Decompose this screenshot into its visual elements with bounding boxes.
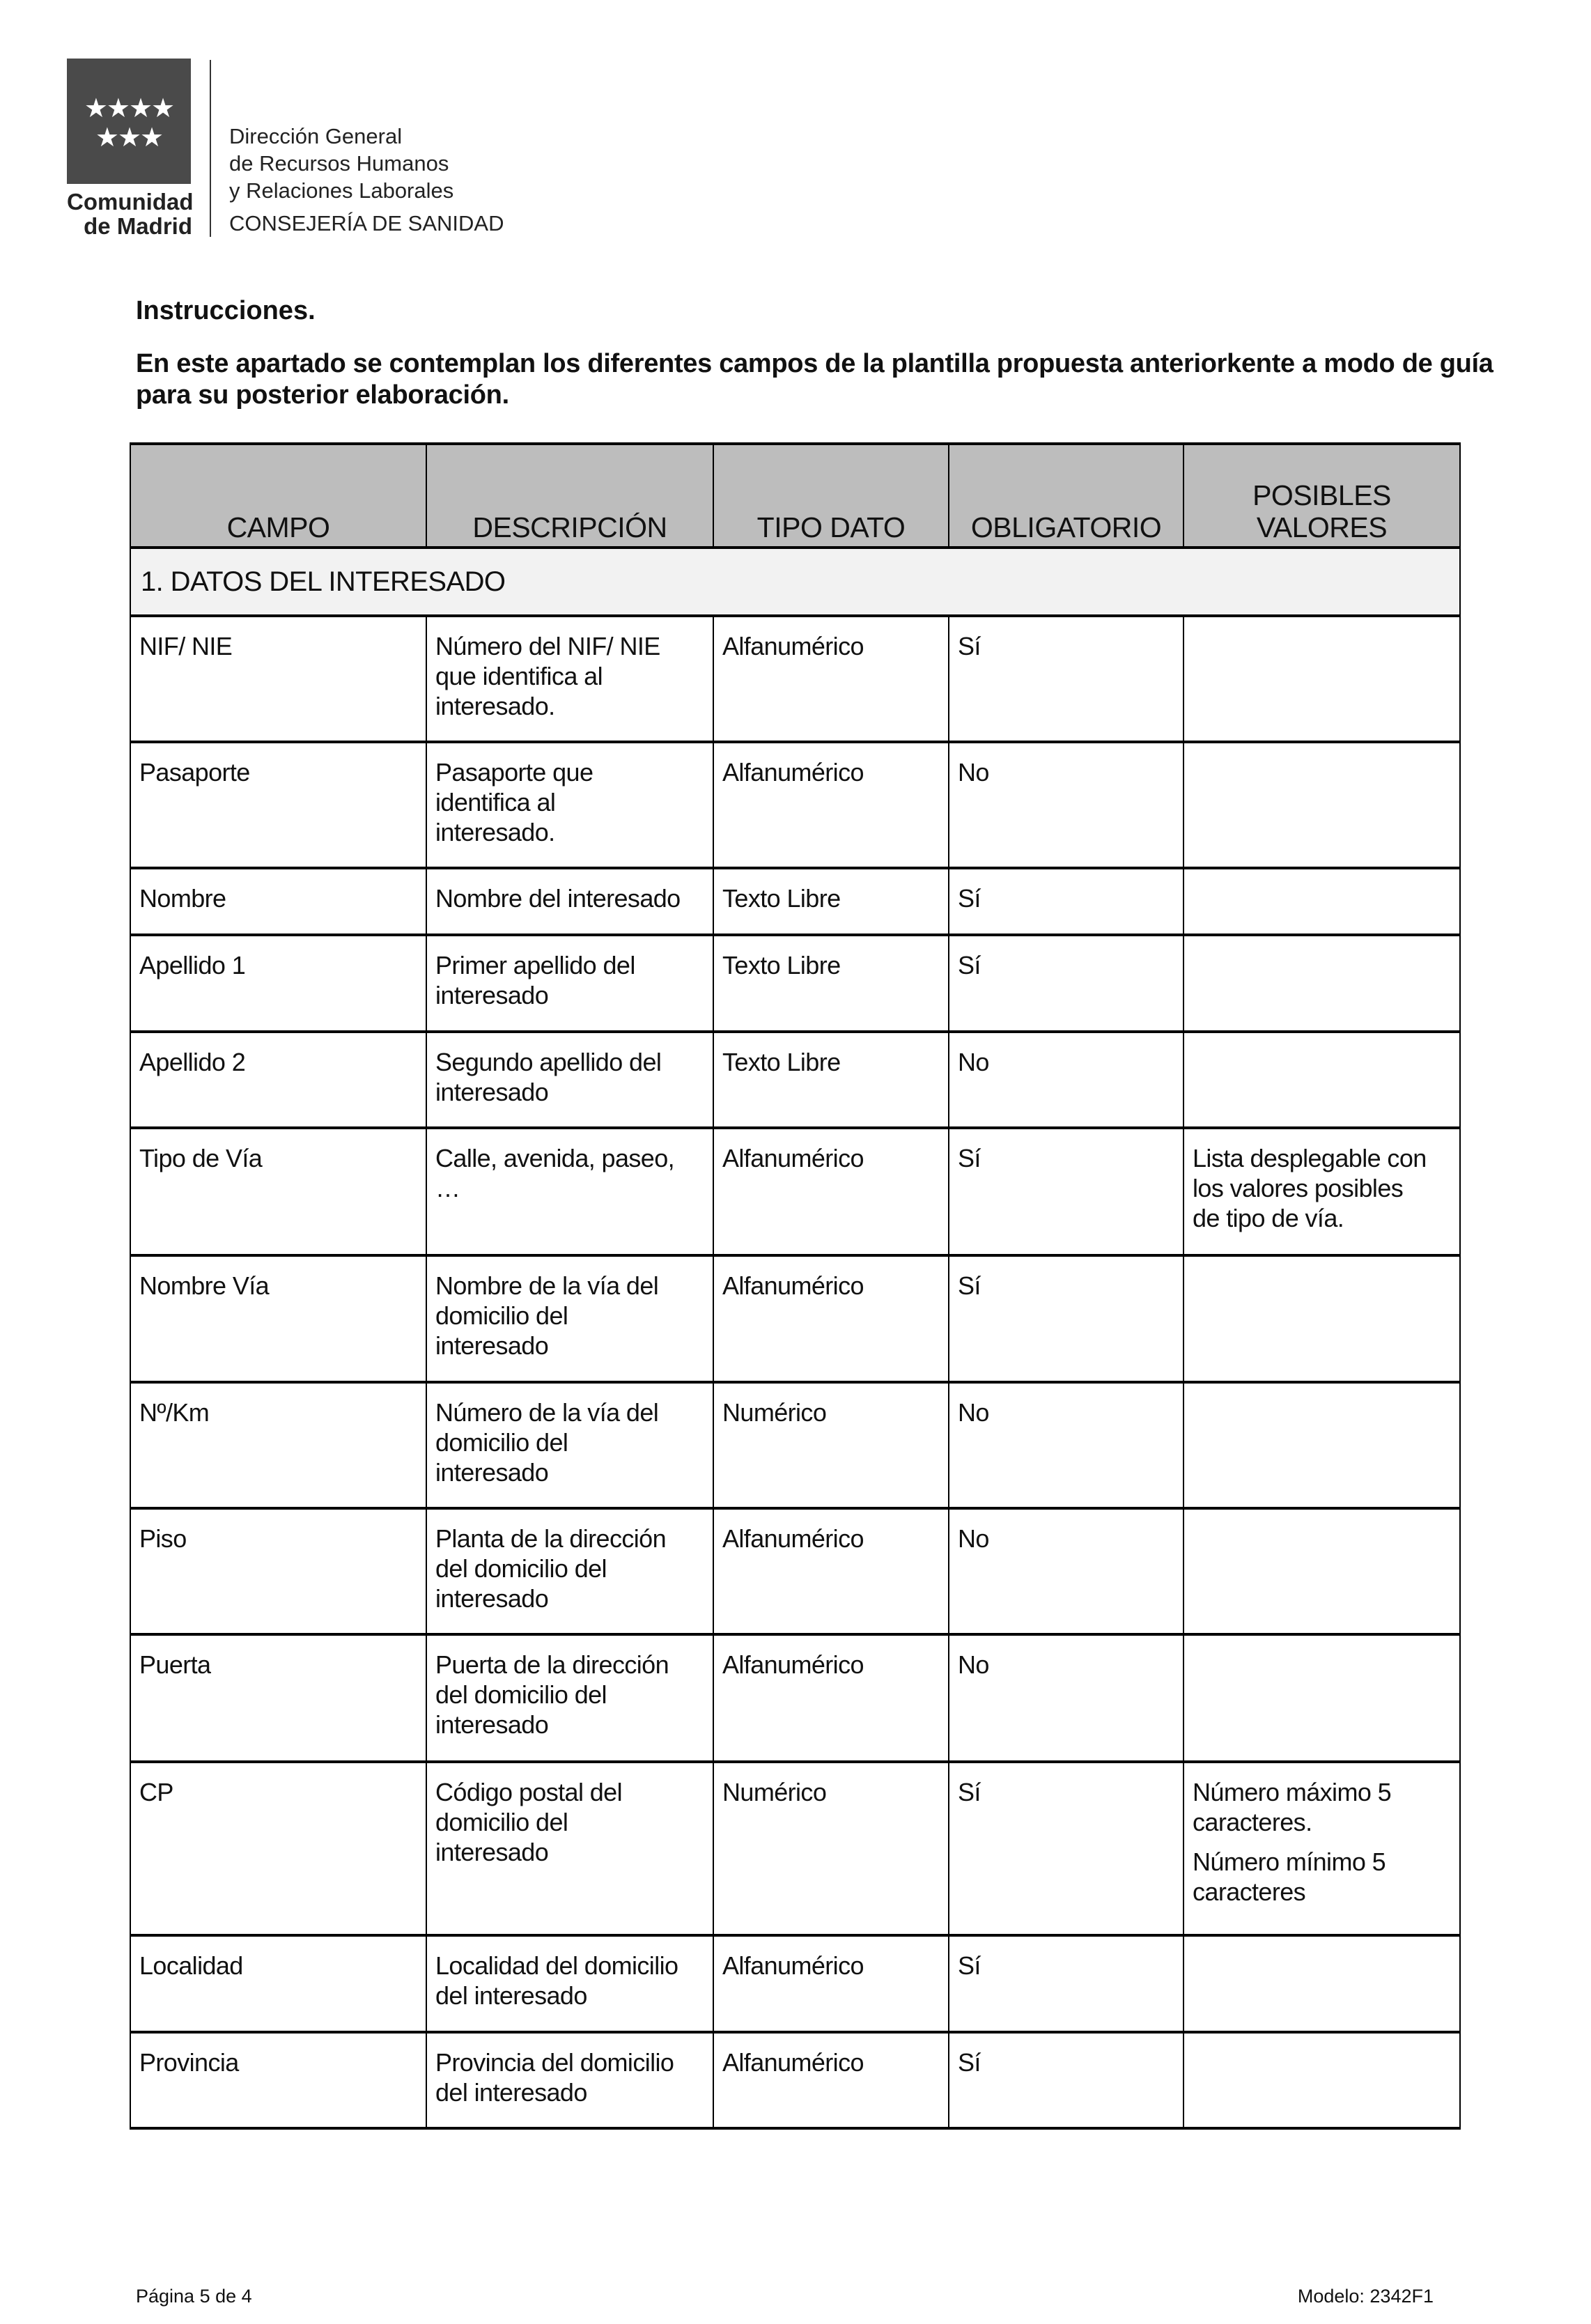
cell-campo-text: Puerta <box>139 1650 211 1679</box>
cell-posibles-valores <box>1183 1128 1460 1255</box>
intro-text: En este apartado se contemplan los diferentes campos de la plantilla propuesta anteriorkente a modo de guía para su posterior elaboración. <box>136 349 1493 410</box>
cell-posibles-valores <box>1183 616 1460 742</box>
cell-campo <box>130 1128 426 1255</box>
cell-obligatorio-text: No <box>958 758 989 787</box>
cell-obligatorio-text: Sí <box>958 632 981 660</box>
cell-descripcion <box>426 1762 713 1935</box>
cell-descripcion-text: Segundo apellido del interesado <box>435 1048 662 1106</box>
cell-posibles-valores <box>1183 1634 1460 1762</box>
cell-tipo-dato <box>713 1032 949 1128</box>
cell-obligatorio-text: No <box>958 1398 989 1427</box>
cell-obligatorio <box>949 616 1183 742</box>
cell-descripcion-text: Nombre de la vía del domicilio del interesado <box>435 1271 659 1360</box>
cell-tipo-dato-text: Alfanumérico <box>722 2048 864 2077</box>
cell-obligatorio-text: Sí <box>958 2048 981 2077</box>
header-campo: CAMPO <box>130 444 426 548</box>
cell-campo <box>130 616 426 742</box>
page-number: Página 5 de 4 <box>136 2286 252 2307</box>
cell-posibles-valores <box>1183 868 1460 935</box>
org-line: de Recursos Humanos <box>229 151 449 176</box>
table-row <box>130 1128 1460 1255</box>
cell-posibles-valores <box>1183 1935 1460 2032</box>
cell-campo-text: Pasaporte <box>139 758 250 787</box>
cell-descripcion-text: Número del NIF/ NIE que identifica al interesado. <box>435 632 660 720</box>
cell-descripcion <box>426 742 713 868</box>
cell-campo-text: Piso <box>139 1524 187 1553</box>
cell-obligatorio <box>949 868 1183 935</box>
cell-obligatorio <box>949 742 1183 868</box>
cell-posibles-valores <box>1183 1762 1460 1935</box>
cell-tipo-dato-text: Numérico <box>722 1778 827 1806</box>
cell-obligatorio <box>949 1935 1183 2032</box>
cell-tipo-dato-text: Alfanumérico <box>722 1271 864 1300</box>
cell-posibles-valores <box>1183 2032 1460 2128</box>
table-header <box>130 444 1460 548</box>
cell-campo-text: Nombre <box>139 884 226 913</box>
cell-descripcion <box>426 1382 713 1508</box>
organization-name <box>229 123 504 237</box>
cell-obligatorio <box>949 1382 1183 1508</box>
cell-tipo-dato-text: Alfanumérico <box>722 632 864 660</box>
cell-campo-text: Localidad <box>139 1951 243 1980</box>
cell-tipo-dato-text: Texto Libre <box>722 951 841 979</box>
cell-campo <box>130 2032 426 2128</box>
header-divider <box>210 60 211 237</box>
cell-obligatorio-text: No <box>958 1650 989 1679</box>
cell-tipo-dato-text: Texto Libre <box>722 884 841 913</box>
cell-campo <box>130 1508 426 1634</box>
cell-obligatorio <box>949 1508 1183 1634</box>
cell-campo <box>130 868 426 935</box>
section-row <box>130 548 1460 616</box>
cell-obligatorio <box>949 1634 1183 1762</box>
cell-tipo-dato <box>713 1935 949 2032</box>
cell-descripcion-text: Puerta de la dirección del domicilio del interesado <box>435 1650 669 1739</box>
cell-descripcion <box>426 1128 713 1255</box>
table-row <box>130 1382 1460 1508</box>
cell-tipo-dato <box>713 616 949 742</box>
cell-obligatorio <box>949 1255 1183 1382</box>
cell-descripcion <box>426 935 713 1032</box>
cell-tipo-dato <box>713 2032 949 2128</box>
cell-campo-text: Provincia <box>139 2048 239 2077</box>
cell-descripcion-text: Calle, avenida, paseo, … <box>435 1144 675 1202</box>
logo-text-line: de Madrid <box>84 213 192 239</box>
cell-tipo-dato <box>713 1128 949 1255</box>
cell-descripcion-text: Nombre del interesado <box>435 884 681 913</box>
cell-tipo-dato <box>713 742 949 868</box>
cell-obligatorio-text: Sí <box>958 1144 981 1172</box>
cell-campo <box>130 1935 426 2032</box>
cell-tipo-dato <box>713 935 949 1032</box>
table-row <box>130 1762 1460 1935</box>
header-descripcion: DESCRIPCIÓN <box>426 444 713 548</box>
cell-campo-text: CP <box>139 1778 173 1806</box>
cell-tipo-dato-text: Alfanumérico <box>722 1144 864 1172</box>
cell-tipo-dato <box>713 868 949 935</box>
cell-campo-text: Nombre Vía <box>139 1271 270 1300</box>
cell-descripcion-text: Número de la vía del domicilio del interesado <box>435 1398 659 1487</box>
cell-campo <box>130 1032 426 1128</box>
cell-tipo-dato-text: Alfanumérico <box>722 1951 864 1980</box>
cell-tipo-dato-text: Alfanumérico <box>722 758 864 787</box>
cell-campo <box>130 935 426 1032</box>
cell-obligatorio-text: Sí <box>958 1951 981 1980</box>
cell-obligatorio-text: No <box>958 1048 989 1076</box>
cell-tipo-dato <box>713 1382 949 1508</box>
cell-obligatorio <box>949 1032 1183 1128</box>
table-row <box>130 1935 1460 2032</box>
cell-campo <box>130 1634 426 1762</box>
stars-icon: ★★★ <box>95 124 163 152</box>
cell-obligatorio <box>949 935 1183 1032</box>
cell-campo <box>130 742 426 868</box>
table-row <box>130 1508 1460 1634</box>
cell-obligatorio-text: Sí <box>958 1271 981 1300</box>
cell-tipo-dato <box>713 1634 949 1762</box>
logo-text-line: Comunidad <box>67 189 194 215</box>
cell-obligatorio-text: Sí <box>958 1778 981 1806</box>
cell-posibles-valores <box>1183 742 1460 868</box>
cell-campo-text: NIF/ NIE <box>139 632 233 660</box>
stars-icon: ★★★★ <box>84 95 174 123</box>
logo-text <box>67 189 192 238</box>
cell-tipo-dato-text: Numérico <box>722 1398 827 1427</box>
cell-descripcion <box>426 2032 713 2128</box>
cell-descripcion <box>426 1255 713 1382</box>
org-line: Dirección General <box>229 124 403 148</box>
cell-tipo-dato <box>713 1508 949 1634</box>
comunidad-madrid-logo <box>67 59 191 184</box>
cell-descripcion-text: Provincia del domicilio del interesado <box>435 2048 674 2107</box>
table-row <box>130 616 1460 742</box>
cell-descripcion-text: Código postal del domicilio del interesado <box>435 1778 622 1866</box>
cell-campo-text: Apellido 2 <box>139 1048 246 1076</box>
cell-tipo-dato <box>713 1762 949 1935</box>
table-row <box>130 1634 1460 1762</box>
cell-descripcion <box>426 616 713 742</box>
fields-table <box>130 442 1461 2130</box>
cell-posibles-valores <box>1183 1382 1460 1508</box>
section-title: 1. DATOS DEL INTERESADO <box>130 548 1460 616</box>
table-row <box>130 1255 1460 1382</box>
cell-posibles-valores-text: Lista desplegable con los valores posibles de tipo de vía. <box>1193 1144 1427 1232</box>
table-row <box>130 935 1460 1032</box>
cell-obligatorio-text: Sí <box>958 951 981 979</box>
cell-posibles-valores <box>1183 1508 1460 1634</box>
cell-campo-text: Nº/Km <box>139 1398 210 1427</box>
model-number: Modelo: 2342F1 <box>1297 2286 1434 2307</box>
header-posibles-valores: POSIBLES VALORES <box>1183 444 1460 548</box>
cell-posibles-valores-text: Número máximo 5 caracteres. <box>1193 1778 1392 1836</box>
page-title: Instrucciones. <box>136 296 316 325</box>
cell-descripcion <box>426 1032 713 1128</box>
cell-obligatorio <box>949 1762 1183 1935</box>
consejeria: CONSEJERÍA DE SANIDAD <box>229 211 504 235</box>
cell-posibles-valores <box>1183 1032 1460 1128</box>
table-row <box>130 2032 1460 2128</box>
table-row <box>130 868 1460 935</box>
cell-obligatorio-text: Sí <box>958 884 981 913</box>
cell-descripcion <box>426 868 713 935</box>
cell-obligatorio <box>949 1128 1183 1255</box>
cell-tipo-dato-text: Texto Libre <box>722 1048 841 1076</box>
cell-posibles-valores <box>1183 1255 1460 1382</box>
cell-campo <box>130 1382 426 1508</box>
cell-obligatorio <box>949 2032 1183 2128</box>
cell-tipo-dato <box>713 1255 949 1382</box>
cell-descripcion <box>426 1634 713 1762</box>
cell-campo <box>130 1255 426 1382</box>
cell-posibles-valores <box>1183 935 1460 1032</box>
cell-descripcion-text: Localidad del domicilio del interesado <box>435 1951 678 2010</box>
table-row <box>130 1032 1460 1128</box>
header-tipo-dato: TIPO DATO <box>713 444 949 548</box>
header-obligatorio: OBLIGATORIO <box>949 444 1183 548</box>
cell-campo-text: Tipo de Vía <box>139 1144 263 1172</box>
table-row <box>130 742 1460 868</box>
cell-campo <box>130 1762 426 1935</box>
cell-descripcion-text: Planta de la dirección del domicilio del interesado <box>435 1524 667 1613</box>
cell-descripcion-text: Pasaporte que identifica al interesado. <box>435 758 593 846</box>
cell-descripcion <box>426 1508 713 1634</box>
cell-tipo-dato-text: Alfanumérico <box>722 1650 864 1679</box>
cell-descripcion <box>426 1935 713 2032</box>
cell-tipo-dato-text: Alfanumérico <box>722 1524 864 1553</box>
cell-descripcion-text: Primer apellido del interesado <box>435 951 635 1009</box>
org-line: y Relaciones Laborales <box>229 178 454 203</box>
cell-campo-text: Apellido 1 <box>139 951 246 979</box>
cell-obligatorio-text: No <box>958 1524 989 1553</box>
cell-posibles-valores-text: Número mínimo 5 caracteres <box>1193 1847 1386 1906</box>
